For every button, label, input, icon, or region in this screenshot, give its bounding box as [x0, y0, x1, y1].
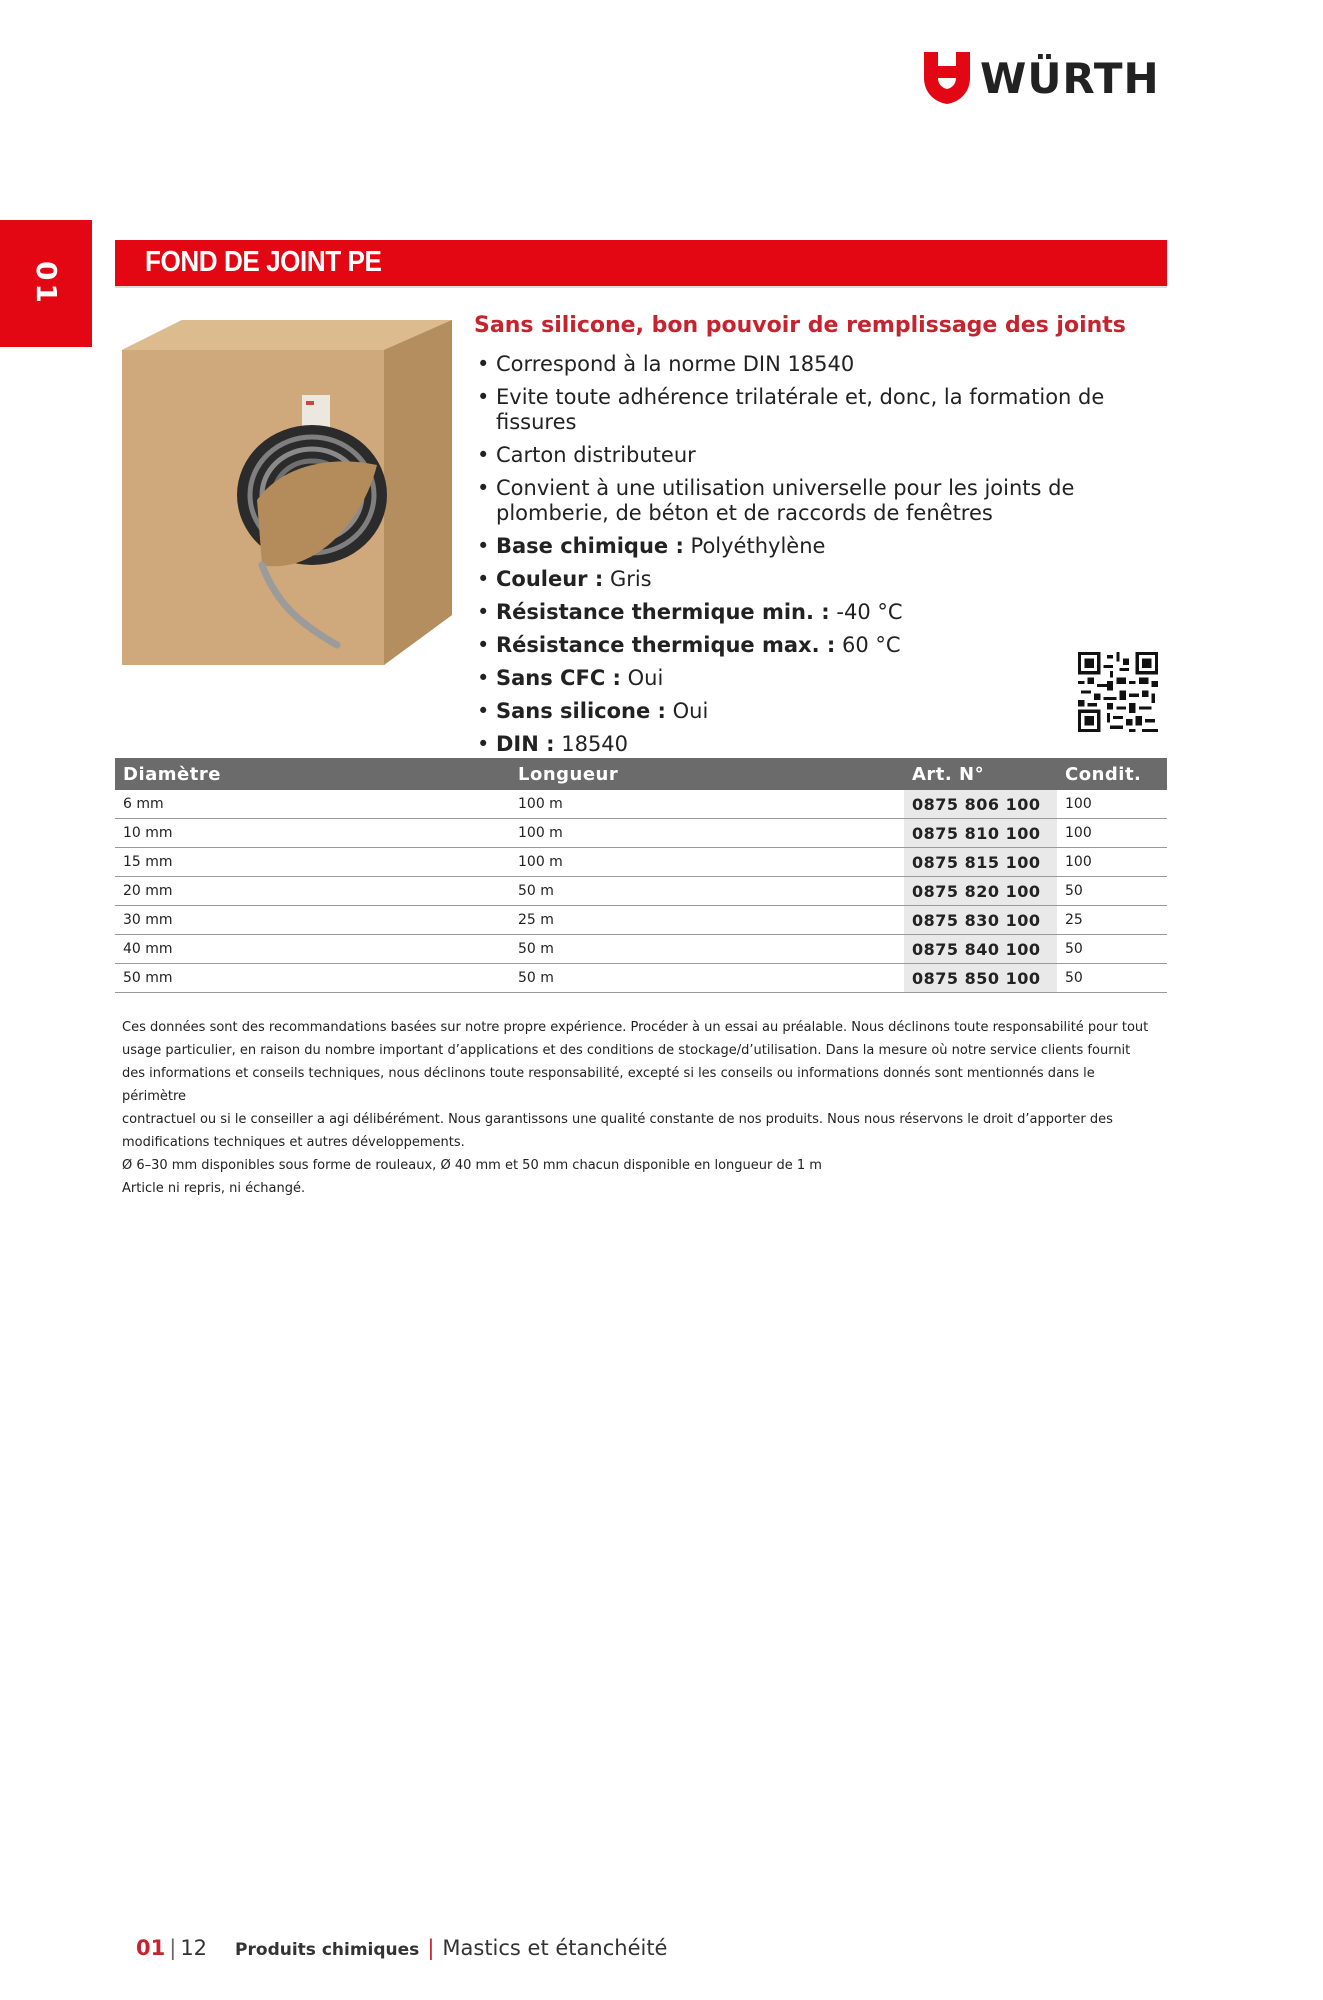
footer-separator: | — [169, 1936, 177, 1960]
page-footer — [136, 1936, 667, 1960]
cell-condit: 100 — [1057, 848, 1167, 877]
spec-label: Résistance thermique max. : — [496, 633, 836, 657]
cell-diametre: 6 mm — [115, 790, 510, 819]
column-header-condit: Condit. — [1057, 758, 1167, 790]
footer-page-number: 12 — [180, 1936, 208, 1960]
cell-art-number: 0875 815 100 — [904, 848, 1057, 877]
cell-art-number: 0875 830 100 — [904, 906, 1057, 935]
cell-longueur: 50 m — [510, 964, 904, 993]
spec-value: Oui — [627, 666, 664, 690]
spec-label: Résistance thermique min. : — [496, 600, 830, 624]
column-header-art: Art. N° — [904, 758, 1057, 790]
table-row — [115, 964, 1167, 993]
chapter-tab-label: 01 — [29, 261, 63, 306]
table-row — [115, 877, 1167, 906]
spec-item — [474, 534, 1164, 559]
cell-longueur: 100 m — [510, 790, 904, 819]
spec-value: Polyéthylène — [690, 534, 826, 558]
table-header-row — [115, 758, 1167, 790]
cell-diametre: 40 mm — [115, 935, 510, 964]
article-table — [115, 758, 1167, 993]
spec-label: Couleur : — [496, 567, 604, 591]
cell-diametre: 20 mm — [115, 877, 510, 906]
cell-art-number: 0875 806 100 — [904, 790, 1057, 819]
cell-condit: 50 — [1057, 964, 1167, 993]
cell-condit: 25 — [1057, 906, 1167, 935]
feature-item: • Correspond à la norme DIN 18540 — [474, 352, 1164, 377]
spec-value: -40 °C — [836, 600, 903, 624]
cell-longueur: 25 m — [510, 906, 904, 935]
wurth-logo-icon — [924, 52, 970, 104]
cell-diametre: 10 mm — [115, 819, 510, 848]
spec-item — [474, 567, 1164, 592]
disclaimer-text — [122, 1016, 1152, 1200]
column-header-diametre: Diamètre — [115, 758, 510, 790]
table-row — [115, 848, 1167, 877]
product-title-bar — [115, 240, 1167, 286]
cell-art-number: 0875 810 100 — [904, 819, 1057, 848]
disclaimer-line: Ø 6–30 mm disponibles sous forme de rouleaux, Ø 40 mm et 50 mm chacun disponible en longueur de 1 m — [122, 1158, 822, 1173]
spec-value: Oui — [672, 699, 709, 723]
cell-art-number: 0875 850 100 — [904, 964, 1057, 993]
cell-condit: 50 — [1057, 877, 1167, 906]
cardboard-dispenser-box-image — [112, 315, 462, 700]
cell-condit: 50 — [1057, 935, 1167, 964]
spec-value: 60 °C — [841, 633, 901, 657]
spec-label: Base chimique : — [496, 534, 684, 558]
cell-diametre: 30 mm — [115, 906, 510, 935]
feature-item: • Carton distributeur — [474, 443, 1164, 468]
cell-longueur: 100 m — [510, 819, 904, 848]
cell-art-number: 0875 820 100 — [904, 877, 1057, 906]
feature-item: • Evite toute adhérence trilatérale et, donc, la formation de fissures — [474, 385, 1164, 435]
spec-label: DIN : — [496, 732, 555, 756]
cell-diametre: 50 mm — [115, 964, 510, 993]
disclaimer-line: Ces données sont des recommandations basées sur notre propre expérience. Procéder à un essai au préalable. Nous déclinons toute responsabilité pour tout — [122, 1020, 1149, 1035]
disclaimer-line: des informations et conseils techniques, nous déclinons toute responsabilité, excepté si les conseils ou informations donnés sont mentionnés dans le périmètre — [122, 1066, 1095, 1104]
table-row — [115, 935, 1167, 964]
footer-chapter: 01 — [136, 1936, 166, 1960]
disclaimer-line: Article ni repris, ni échangé. — [122, 1181, 306, 1196]
feature-item: • Convient à une utilisation universelle pour les joints de plomberie, de béton et de raccords de fenêtres — [474, 476, 1164, 526]
cell-longueur: 50 m — [510, 877, 904, 906]
cell-art-number: 0875 840 100 — [904, 935, 1057, 964]
wurth-logo — [924, 52, 1164, 104]
product-title: FOND DE JOINT PE — [145, 246, 382, 278]
footer-subcategory: Mastics et étanchéité — [442, 1936, 668, 1960]
cell-condit: 100 — [1057, 819, 1167, 848]
cell-diametre: 15 mm — [115, 848, 510, 877]
spec-item — [474, 600, 1164, 625]
title-divider — [115, 286, 1167, 288]
table-row — [115, 790, 1167, 819]
brand-name: WÜRTH — [980, 53, 1160, 103]
product-subtitle: Sans silicone, bon pouvoir de remplissage des joints — [474, 313, 1126, 338]
spec-label: Sans silicone : — [496, 699, 666, 723]
spec-label: Sans CFC : — [496, 666, 621, 690]
spec-value: Gris — [609, 567, 652, 591]
table-row — [115, 819, 1167, 848]
table-row — [115, 906, 1167, 935]
spec-item — [474, 699, 1164, 724]
disclaimer-line: modifications techniques et autres développements. — [122, 1135, 465, 1150]
footer-category: Produits chimiques — [235, 1940, 420, 1960]
spec-item — [474, 732, 1164, 757]
spec-item — [474, 633, 1164, 658]
spec-value: 18540 — [561, 732, 629, 756]
qr-code-icon[interactable] — [1078, 652, 1158, 732]
chapter-tab — [0, 220, 92, 347]
disclaimer-line: usage particulier, en raison du nombre important d’applications et des conditions de stockage/d’utilisation. Dans la mesure où notre service clients fournit — [122, 1043, 1131, 1058]
column-header-longueur: Longueur — [510, 758, 904, 790]
footer-bar: | — [427, 1936, 435, 1960]
cell-longueur: 50 m — [510, 935, 904, 964]
cell-longueur: 100 m — [510, 848, 904, 877]
spec-item — [474, 666, 1164, 691]
disclaimer-line: contractuel ou si le conseiller a agi délibérément. Nous garantissons une qualité constante de nos produits. Nous nous réservons le droit d’apporter des — [122, 1112, 1113, 1127]
cell-condit: 100 — [1057, 790, 1167, 819]
feature-list — [474, 352, 1164, 765]
